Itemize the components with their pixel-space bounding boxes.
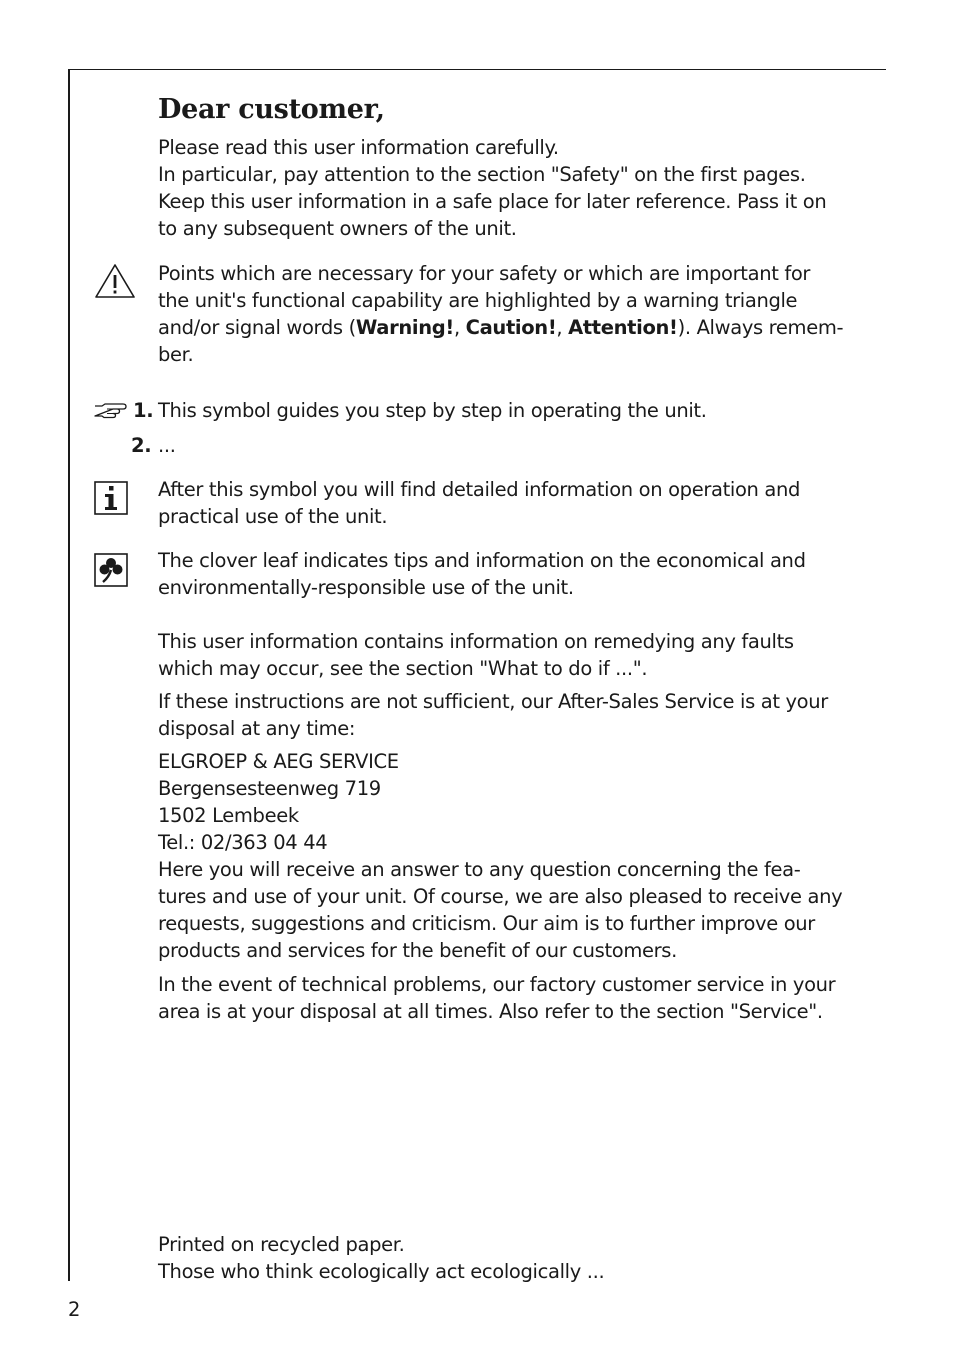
service-intro-paragraph [158,688,863,742]
clover-paragraph [158,547,863,601]
faults-paragraph [158,628,863,682]
service-address-block [158,748,863,964]
warning-line: ber. [158,343,194,366]
service-text-line: requests, suggestions and criticism. Our aim is to further improve our [158,912,815,935]
step-number-2: 2. [131,434,152,457]
warning-line-start: and/or signal words ( [158,316,356,339]
warning-line-end: ). Always remem- [677,316,844,339]
page-number: 2 [68,1298,81,1321]
info-paragraph [158,476,863,530]
warning-line: the unit's functional capability are highlighted by a warning triangle [158,289,798,312]
recycled-line: Those who think ecologically act ecologically ... [158,1260,605,1283]
service-text-line: products and services for the benefit of our customers. [158,939,677,962]
page-heading: Dear customer, [158,94,385,125]
step-number-1: 1. [133,399,154,422]
technical-paragraph [158,971,863,1025]
recycled-note [158,1231,863,1285]
signal-word-attention: Attention! [568,316,678,339]
signal-word-warning: Warning! [355,316,454,339]
signal-word-caution: Caution! [465,316,557,339]
technical-line: area is at your disposal at all times. Also refer to the section "Service". [158,1000,823,1023]
service-line: disposal at any time: [158,717,356,740]
warning-triangle-icon [93,262,137,300]
separator: , [556,316,569,339]
faults-line: which may occur, see the section "What to do if ...". [158,657,648,680]
warning-line [158,314,863,341]
top-rule [68,69,886,70]
warning-paragraph [158,260,863,368]
recycled-line: Printed on recycled paper. [158,1233,405,1256]
step-line: This symbol guides you step by step in operating the unit. [158,399,707,422]
address-company: ELGROEP & AEG SERVICE [158,750,399,773]
separator: , [453,316,466,339]
faults-line: This user information contains information on remedying any faults [158,630,794,653]
info-line: After this symbol you will find detailed information on operation and [158,478,801,501]
intro-paragraph [158,134,863,242]
address-city: 1502 Lembeek [158,804,299,827]
service-text-line: Here you will receive an answer to any question concerning the fea- [158,858,801,881]
step-2-text [158,432,863,459]
info-line: practical use of the unit. [158,505,388,528]
step-line: ... [158,434,176,457]
intro-line: Keep this user information in a safe place for later reference. Pass it on [158,190,827,213]
intro-line: Please read this user information carefully. [158,136,559,159]
address-phone: Tel.: 02/363 04 44 [158,831,328,854]
intro-line: In particular, pay attention to the section "Safety" on the first pages. [158,163,806,186]
clover-line: environmentally-responsible use of the unit. [158,576,574,599]
service-text-line: tures and use of your unit. Of course, we are also pleased to receive any [158,885,843,908]
warning-line: Points which are necessary for your safety or which are important for [158,262,811,285]
service-line: If these instructions are not sufficient, our After-Sales Service is at your [158,690,828,713]
clover-leaf-icon [94,553,128,587]
address-street: Bergensesteenweg 719 [158,777,381,800]
step-1-text [158,397,863,424]
info-icon [94,481,128,515]
technical-line: In the event of technical problems, our factory customer service in your [158,973,836,996]
left-rule [68,69,70,1281]
clover-line: The clover leaf indicates tips and information on the economical and [158,549,806,572]
pointing-hand-icon [93,402,131,420]
intro-line: to any subsequent owners of the unit. [158,217,517,240]
